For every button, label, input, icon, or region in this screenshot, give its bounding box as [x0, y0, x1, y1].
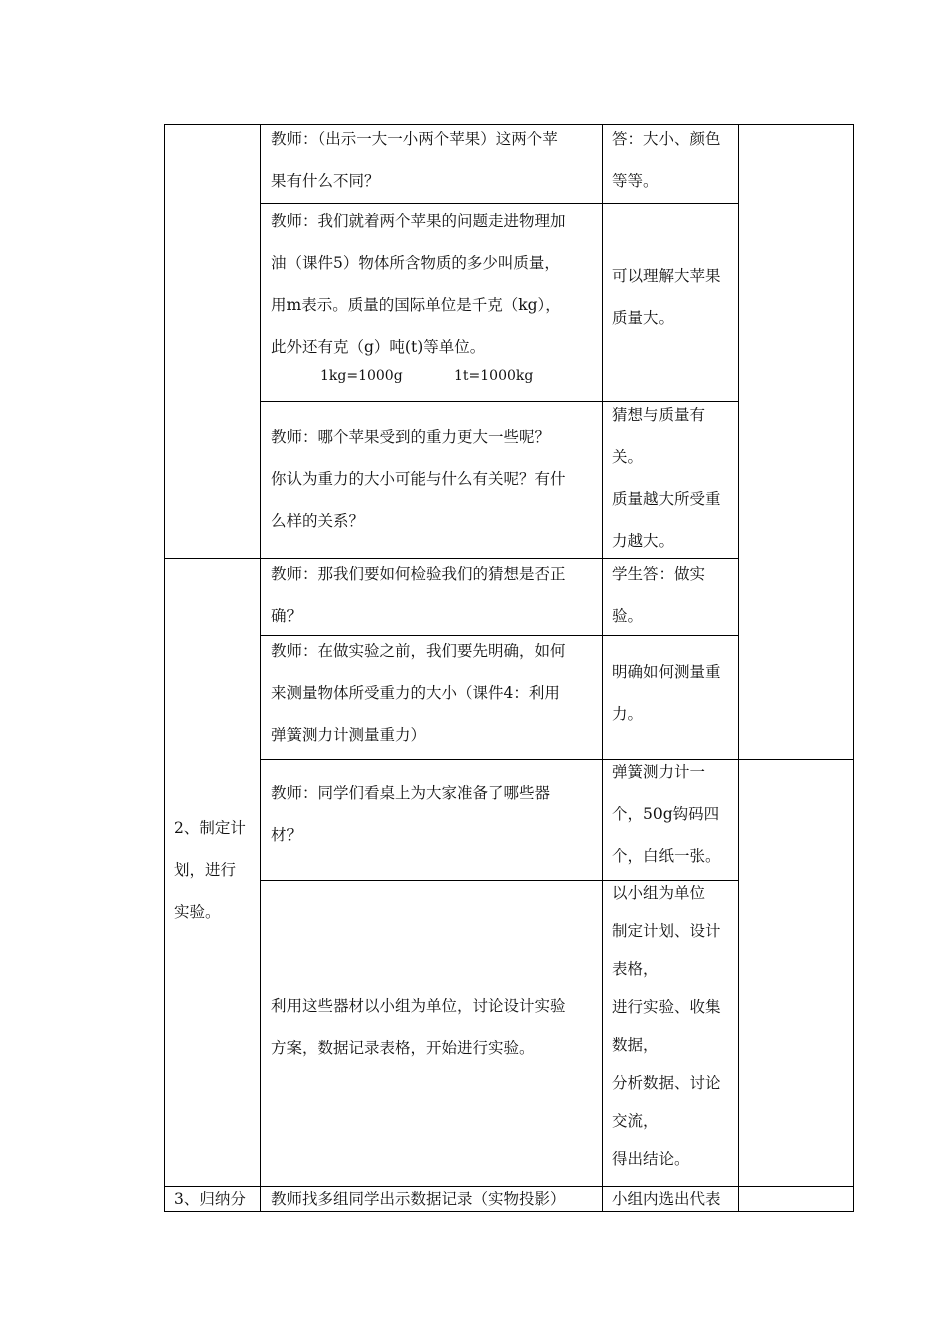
- student-cell: [612, 118, 721, 202]
- stage-text-line: 3、归纳分: [174, 1190, 246, 1208]
- student-text-line: 关。: [612, 448, 644, 466]
- student-text-line: 个，50g钩码四: [612, 805, 720, 823]
- teacher-text-line: 确？: [271, 607, 303, 625]
- teacher-text-line: 教师：哪个苹果受到的重力更大一些呢？: [271, 428, 551, 446]
- student-text-line: 表格，: [612, 960, 659, 978]
- teacher-text-line: 方案，数据记录表格，开始进行实验。: [271, 1039, 535, 1057]
- teacher-cell: [271, 772, 550, 856]
- teacher-cell: [271, 416, 566, 542]
- unit-formula-kg: 1kg=1000g: [320, 368, 403, 384]
- student-cell: [612, 255, 721, 339]
- student-text-line: 数据，: [612, 1036, 659, 1054]
- student-cell: [612, 651, 721, 735]
- student-text-line: 力越大。: [612, 532, 675, 550]
- teacher-cell: [271, 200, 566, 368]
- stage-text-line: 2、制定计: [174, 819, 246, 837]
- teacher-text-line: 教师：在做实验之前，我们要先明确，如何: [271, 642, 566, 660]
- table-border-left: [164, 124, 165, 1212]
- section-divider: [164, 1186, 854, 1187]
- stage-label-summary: [174, 1189, 246, 1209]
- student-text-line: 验。: [612, 607, 644, 625]
- student-text-line: 小组内选出代表: [612, 1190, 721, 1208]
- teacher-text-line: 么样的关系？: [271, 512, 365, 530]
- teacher-cell: [271, 1189, 566, 1209]
- stage-label-plan: [174, 807, 246, 933]
- student-text-line: 等等。: [612, 172, 659, 190]
- teacher-text-line: 用m表示。质量的国际单位是千克（kg），: [271, 296, 561, 314]
- teacher-text-line: 利用这些器材以小组为单位，讨论设计实验: [271, 997, 566, 1015]
- teacher-text-line: 你认为重力的大小可能与什么有关呢？有什: [271, 470, 566, 488]
- student-text-line: 分析数据、讨论: [612, 1074, 721, 1092]
- student-text-line: 进行实验、收集: [612, 998, 721, 1016]
- teacher-text-line: 教师：我们就着两个苹果的问题走进物理加: [271, 212, 566, 230]
- student-text-line: 答：大小、颜色: [612, 130, 721, 148]
- student-cell: [612, 394, 721, 562]
- student-cell: [612, 553, 705, 637]
- table-border-bottom: [164, 1211, 854, 1212]
- teacher-text-line: 教师：那我们要如何检验我们的猜想是否正: [271, 565, 566, 583]
- student-text-line: 质量大。: [612, 309, 675, 327]
- teacher-cell: [271, 985, 566, 1069]
- student-cell: [612, 874, 721, 1178]
- student-text-line: 学生答：做实: [612, 565, 706, 583]
- stage-text-line: 划，进行: [174, 861, 237, 879]
- teacher-text-line: 教师：（出示一大一小两个苹果）这两个苹: [271, 130, 558, 148]
- teacher-cell: [271, 553, 566, 637]
- teacher-text-line: 材？: [271, 826, 303, 844]
- student-text-line: 得出结论。: [612, 1150, 690, 1168]
- teacher-text-line: 此外还有克（g）吨(t)等单位。: [271, 338, 486, 356]
- column-divider-teacher: [602, 124, 603, 1212]
- student-text-line: 个，白纸一张。: [612, 847, 721, 865]
- teacher-text-line: 果有什么不同？: [271, 172, 380, 190]
- teacher-text-line: 教师找多组同学出示数据记录（实物投影）: [271, 1190, 566, 1208]
- table-border-right: [853, 124, 854, 1212]
- student-text-line: 弹簧测力计一: [612, 763, 706, 781]
- student-cell: [612, 1189, 721, 1209]
- column-divider-student: [738, 124, 739, 1212]
- teacher-text-line: 弹簧测力计测量重力）: [271, 726, 427, 744]
- unit-formula-t: 1t=1000kg: [454, 368, 534, 384]
- stage-text-line: 实验。: [174, 903, 221, 921]
- teacher-cell: [271, 118, 558, 202]
- row-divider: [260, 759, 854, 760]
- student-text-line: 明确如何测量重: [612, 663, 721, 681]
- student-text-line: 交流，: [612, 1112, 659, 1130]
- student-text-line: 力。: [612, 705, 644, 723]
- student-text-line: 制定计划、设计: [612, 922, 721, 940]
- teacher-text-line: 教师：同学们看桌上为大家准备了哪些器: [271, 784, 551, 802]
- lesson-plan-table: [164, 124, 854, 1212]
- student-text-line: 可以理解大苹果: [612, 267, 721, 285]
- teacher-text-line: 来测量物体所受重力的大小（课件4：利用: [271, 684, 560, 702]
- column-divider-stage: [260, 124, 261, 1212]
- student-text-line: 质量越大所受重: [612, 490, 721, 508]
- student-cell: [612, 751, 721, 877]
- student-text-line: 猜想与质量有: [612, 406, 706, 424]
- teacher-text-line: 油（课件5）物体所含物质的多少叫质量，: [271, 254, 560, 272]
- student-text-line: 以小组为单位: [612, 884, 706, 902]
- teacher-cell: [271, 630, 566, 756]
